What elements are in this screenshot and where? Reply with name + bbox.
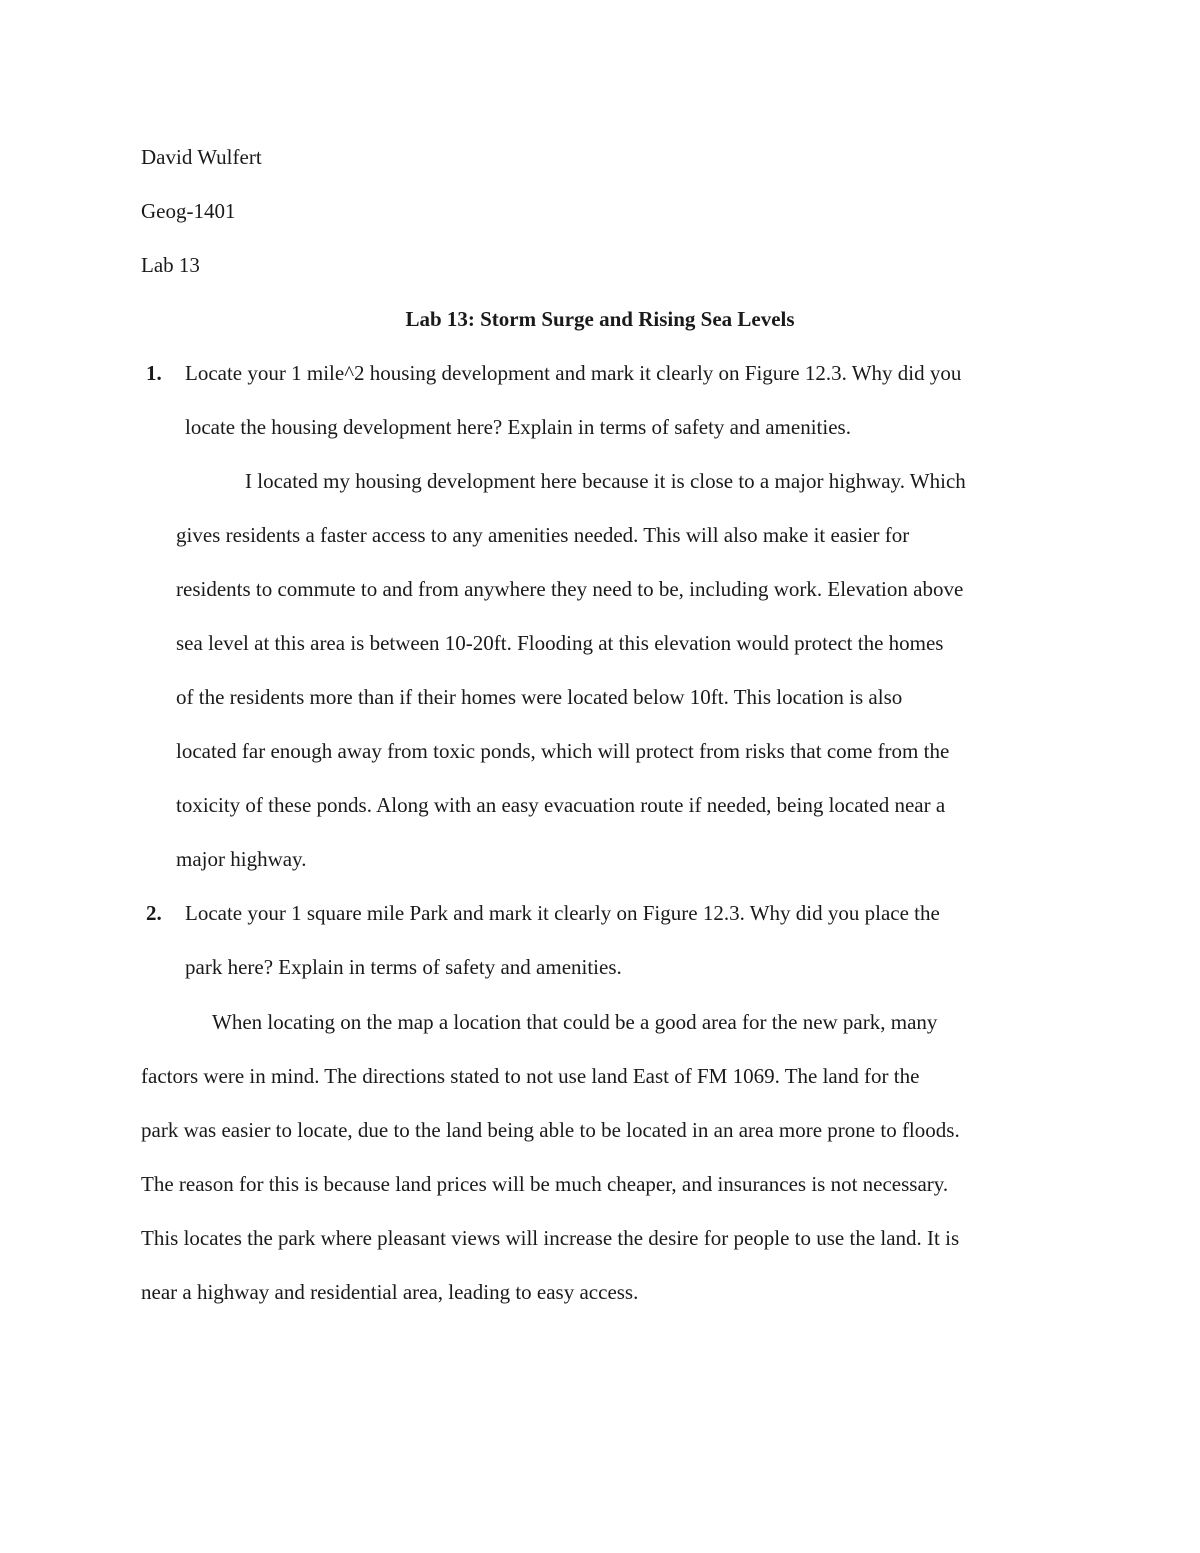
- answer-line: of the residents more than if their homes were located below 10ft. This location is also: [176, 685, 903, 709]
- answer-line: This locates the park where pleasant views will increase the desire for people to use the land. It is: [141, 1226, 960, 1250]
- lab-label: Lab 13: [141, 253, 200, 277]
- answer-line: major highway.: [176, 847, 307, 871]
- answer-line: sea level at this area is between 10-20ft. Flooding at this elevation would protect the homes: [176, 631, 944, 655]
- answer-line: factors were in mind. The directions stated to not use land East of FM 1069. The land for the: [141, 1064, 920, 1088]
- answer-line: residents to commute to and from anywhere they need to be, including work. Elevation above: [176, 577, 964, 601]
- question-line: Locate your 1 mile^2 housing development and mark it clearly on Figure 12.3. Why did you: [185, 361, 962, 385]
- question-line: locate the housing development here? Explain in terms of safety and amenities.: [185, 415, 851, 439]
- document-title: Lab 13: Storm Surge and Rising Sea Levels: [405, 307, 795, 331]
- question-number: 1.: [146, 361, 162, 385]
- course-code: Geog-1401: [141, 199, 236, 223]
- question-line: park here? Explain in terms of safety and amenities.: [185, 955, 622, 979]
- answer-line: toxicity of these ponds. Along with an easy evacuation route if needed, being located near a: [176, 793, 946, 817]
- answer-line: near a highway and residential area, leading to easy access.: [141, 1280, 639, 1304]
- answer-line: I located my housing development here because it is close to a major highway. Which: [245, 469, 966, 493]
- answer-line: located far enough away from toxic ponds, which will protect from risks that come from the: [176, 739, 950, 763]
- answer-line: The reason for this is because land prices will be much cheaper, and insurances is not necessary.: [141, 1172, 949, 1196]
- answer-line: park was easier to locate, due to the land being able to be located in an area more prone to floods.: [141, 1118, 960, 1142]
- answer-line: gives residents a faster access to any amenities needed. This will also make it easier for: [176, 523, 910, 547]
- question-line: Locate your 1 square mile Park and mark it clearly on Figure 12.3. Why did you place the: [185, 901, 940, 925]
- question-number: 2.: [146, 901, 162, 925]
- answer-line: When locating on the map a location that could be a good area for the new park, many: [212, 1010, 938, 1034]
- author-name: David Wulfert: [141, 145, 262, 169]
